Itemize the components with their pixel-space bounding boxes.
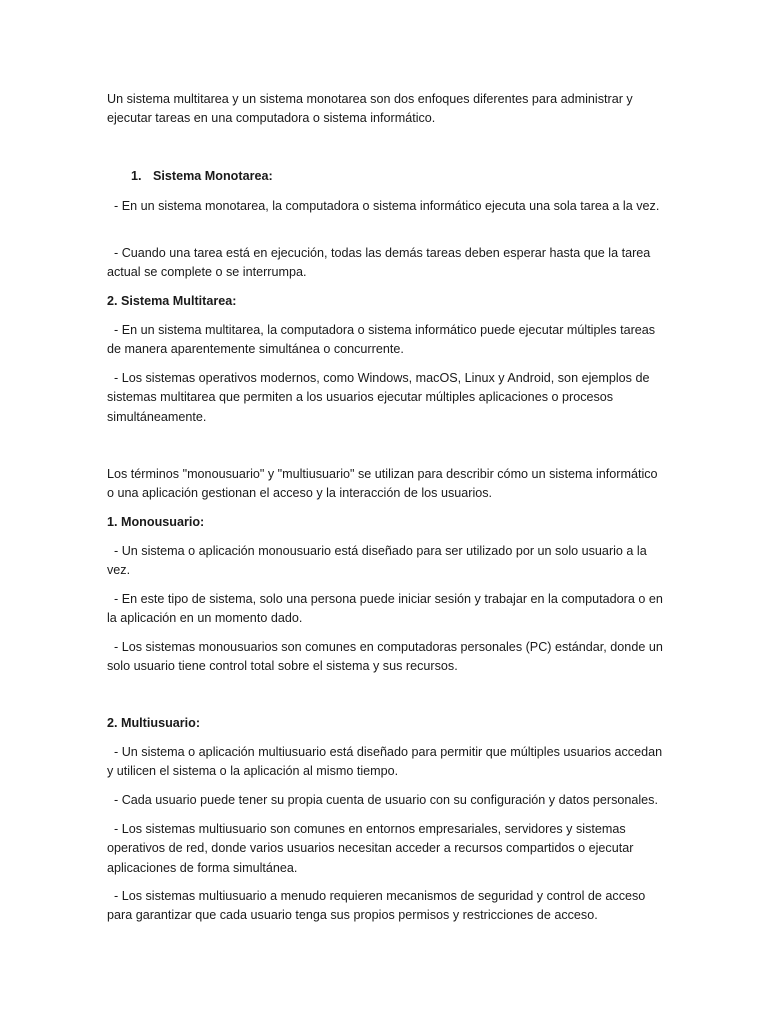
multitarea-bullet-2: - Los sistemas operativos modernos, como Windows, macOS, Linux y Android, son ejemplos de sistemas multitarea que permiten a los usuarios ejecutar múltiples aplicaciones o procesos simultáneamente. bbox=[107, 371, 653, 424]
monousuario-bullet-1: - Un sistema o aplicación monousuario está diseñado para ser utilizado por un solo usuario a la vez. bbox=[107, 544, 651, 578]
monousuario-bullet-2: - En este tipo de sistema, solo una persona puede iniciar sesión y trabajar en la computadora o en la aplicación en un momento dado. bbox=[107, 592, 667, 626]
heading-monousuario: 1. Monousuario: bbox=[107, 515, 205, 529]
monotarea-bullet-1: - En un sistema monotarea, la computadora o sistema informático ejecuta una sola tarea a la vez. bbox=[107, 199, 660, 213]
multiusuario-bullet-4: - Los sistemas multiusuario a menudo requieren mecanismos de seguridad y control de acceso para garantizar que cada usuario tenga sus propios permisos y restricciones de acceso. bbox=[107, 889, 649, 923]
multiusuario-bullet-3: - Los sistemas multiusuario son comunes en entornos empresariales, servidores y sistemas operativos de red, donde varios usuarios necesitan acceder a recursos compartidos o ejecutar aplicaciones de forma simultánea. bbox=[107, 822, 637, 875]
heading-sistema-multitarea: 2. Sistema Multitarea: bbox=[107, 294, 237, 308]
multiusuario-bullet-1: - Un sistema o aplicación multiusuario está diseñado para permitir que múltiples usuarios accedan y utilicen el sistema o la aplicación al mismo tiempo. bbox=[107, 745, 666, 779]
multiusuario-bullet-2: - Cada usuario puede tener su propia cuenta de usuario con su configuración y datos personales. bbox=[107, 793, 658, 807]
heading-multiusuario: 2. Multiusuario: bbox=[107, 716, 201, 730]
usuarios-intro-paragraph: Los términos "monousuario" y "multiusuario" se utilizan para describir cómo un sistema informático o una aplicación gestionan el acceso y la interacción de los usuarios. bbox=[107, 467, 658, 501]
multitarea-bullet-1: - En un sistema multitarea, la computadora o sistema informático puede ejecutar múltiples tareas de manera aparentemente simultánea o concurrente. bbox=[107, 323, 659, 357]
heading-sistema-monotarea bbox=[131, 167, 691, 186]
monotarea-bullet-2: - Cuando una tarea está en ejecución, todas las demás tareas deben esperar hasta que la tarea actual se complete o se interrumpa. bbox=[107, 246, 654, 280]
heading-text: Sistema Monotarea: bbox=[153, 169, 273, 183]
intro-paragraph: Un sistema multitarea y un sistema monotarea son dos enfoques diferentes para administrar y ejecutar tareas en una computadora o sistema informático. bbox=[107, 92, 633, 126]
heading-number: 1. bbox=[131, 169, 142, 183]
monousuario-bullet-3: - Los sistemas monousuarios son comunes en computadoras personales (PC) estándar, donde un solo usuario tiene control total sobre el sistema y sus recursos. bbox=[107, 640, 667, 674]
